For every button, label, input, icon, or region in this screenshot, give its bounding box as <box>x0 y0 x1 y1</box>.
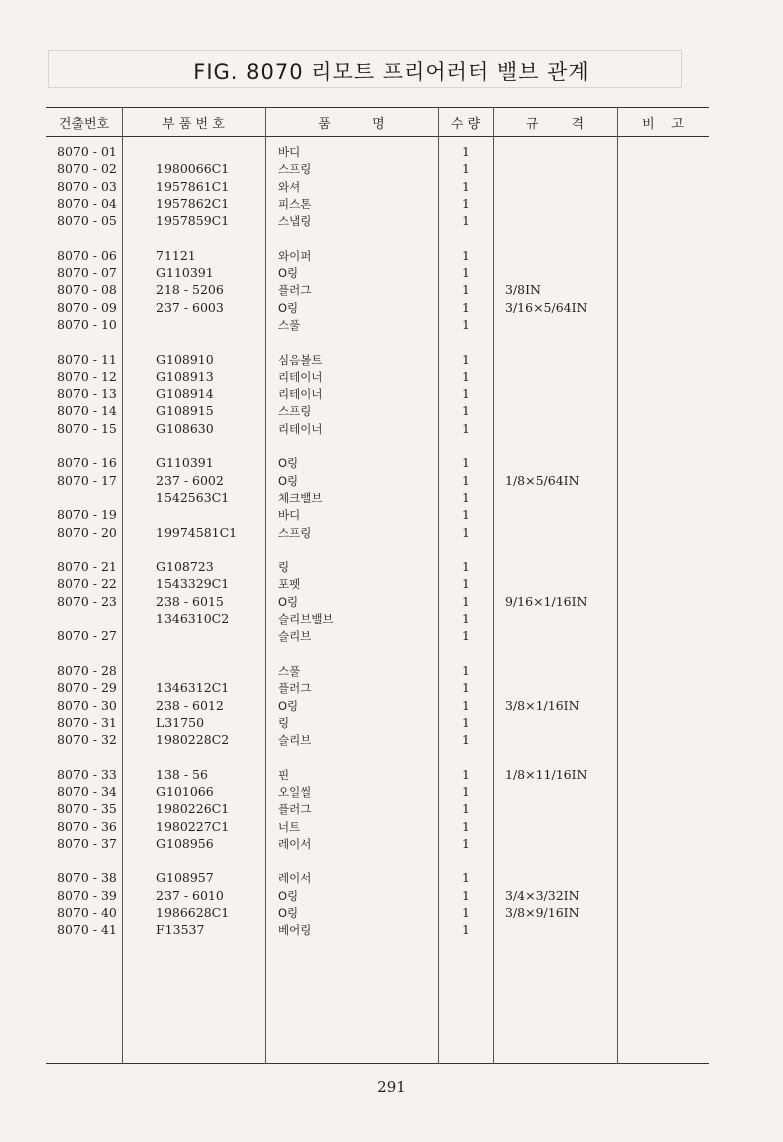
part-name: O링 <box>278 456 299 471</box>
part-name: 레이서 <box>278 871 312 886</box>
quantity: 1 <box>462 161 470 177</box>
part-number: G108956 <box>156 835 214 851</box>
part-index-no: 8070 - 15 <box>57 420 117 436</box>
quantity: 1 <box>462 732 470 748</box>
part-name: O링 <box>278 698 299 713</box>
part-name: 플러그 <box>278 802 312 817</box>
part-number: 71121 <box>156 247 196 263</box>
part-index-no: 8070 - 04 <box>57 195 117 211</box>
part-number: 1957861C1 <box>156 178 230 194</box>
part-index-no: 8070 - 30 <box>57 697 117 713</box>
part-name: 플러그 <box>278 283 312 298</box>
part-name: O링 <box>278 594 299 609</box>
quantity: 1 <box>462 351 470 367</box>
specification: 3/16×5/64IN <box>505 299 588 315</box>
part-index-no: 8070 - 10 <box>57 316 117 332</box>
part-name: O링 <box>278 266 299 281</box>
header-part-number: 부 품 번 호 <box>162 117 225 132</box>
part-index-no: 8070 - 23 <box>57 593 117 609</box>
part-index-no: 8070 - 34 <box>57 783 117 799</box>
quantity: 1 <box>462 386 470 402</box>
quantity: 1 <box>462 662 470 678</box>
part-name: 스프링 <box>278 404 312 419</box>
part-index-no: 8070 - 40 <box>57 905 117 921</box>
table-row <box>0 767 783 784</box>
row-spacer <box>0 646 783 663</box>
table-row <box>0 559 783 576</box>
part-name: 플러그 <box>278 681 312 696</box>
table-row <box>0 144 783 161</box>
table-row <box>0 819 783 836</box>
part-name: 너트 <box>278 819 301 834</box>
table-row <box>0 594 783 611</box>
part-index-no: 8070 - 13 <box>57 386 117 402</box>
part-index-no: 8070 - 35 <box>57 801 117 817</box>
table-row <box>0 611 783 628</box>
table-row <box>0 490 783 507</box>
table-row <box>0 455 783 472</box>
quantity: 1 <box>462 282 470 298</box>
part-number: 1980227C1 <box>156 818 230 834</box>
table-row <box>0 576 783 593</box>
part-number: 238 - 6015 <box>156 593 224 609</box>
row-spacer <box>0 438 783 455</box>
table-row <box>0 801 783 818</box>
part-index-no: 8070 - 22 <box>57 576 117 592</box>
header-bottom-rule <box>46 136 709 137</box>
part-name: 레이서 <box>278 836 312 851</box>
part-number: G101066 <box>156 783 214 799</box>
table-row <box>0 352 783 369</box>
part-name: O링 <box>278 300 299 315</box>
part-index-no: 8070 - 28 <box>57 662 117 678</box>
part-index-no: 8070 - 31 <box>57 714 117 730</box>
part-number: 1957859C1 <box>156 213 230 229</box>
part-name: 포펫 <box>278 577 301 592</box>
part-number: 1957862C1 <box>156 195 230 211</box>
part-index-no: 8070 - 07 <box>57 265 117 281</box>
part-index-no: 8070 - 12 <box>57 368 117 384</box>
part-index-no: 8070 - 05 <box>57 213 117 229</box>
table-row <box>0 369 783 386</box>
part-name: 스냅링 <box>278 214 312 229</box>
quantity: 1 <box>462 299 470 315</box>
quantity: 1 <box>462 213 470 229</box>
table-row <box>0 715 783 732</box>
part-name: 피스톤 <box>278 196 312 211</box>
part-index-no: 8070 - 21 <box>57 559 117 575</box>
table-row <box>0 680 783 697</box>
part-number: G108914 <box>156 386 214 402</box>
part-number: 1980066C1 <box>156 161 230 177</box>
part-index-no: 8070 - 08 <box>57 282 117 298</box>
part-name: 와셔 <box>278 179 301 194</box>
quantity: 1 <box>462 524 470 540</box>
part-number: G110391 <box>156 265 214 281</box>
quantity: 1 <box>462 455 470 471</box>
part-number: 1980226C1 <box>156 801 230 817</box>
specification: 1/8×11/16IN <box>505 766 588 782</box>
part-index-no: 8070 - 20 <box>57 524 117 540</box>
quantity: 1 <box>462 420 470 436</box>
part-number: 138 - 56 <box>156 766 208 782</box>
header-part-name: 품 명 <box>318 117 385 132</box>
part-number: F13537 <box>156 922 205 938</box>
row-spacer <box>0 334 783 351</box>
part-name: 링 <box>278 560 290 575</box>
quantity: 1 <box>462 818 470 834</box>
part-number: G108913 <box>156 368 214 384</box>
part-number: 238 - 6012 <box>156 697 224 713</box>
quantity: 1 <box>462 611 470 627</box>
table-row <box>0 905 783 922</box>
table-row <box>0 888 783 905</box>
header-no: 건출번호 <box>58 117 110 132</box>
part-index-no: 8070 - 29 <box>57 680 117 696</box>
table-row <box>0 473 783 490</box>
specification: 3/8×1/16IN <box>505 697 580 713</box>
quantity: 1 <box>462 870 470 886</box>
part-index-no: 8070 - 41 <box>57 922 117 938</box>
part-name: O링 <box>278 906 299 921</box>
quantity: 1 <box>462 887 470 903</box>
part-index-no: 8070 - 03 <box>57 178 117 194</box>
part-index-no: 8070 - 36 <box>57 818 117 834</box>
page-number: 291 <box>377 1078 406 1096</box>
table-row <box>0 698 783 715</box>
table-row <box>0 628 783 645</box>
part-name: 슬리브 <box>278 733 312 748</box>
part-name: 심음볼트 <box>278 352 323 367</box>
part-name: O링 <box>278 888 299 903</box>
part-number: G110391 <box>156 455 214 471</box>
part-number: G108723 <box>156 559 214 575</box>
part-name: 체크밸브 <box>278 490 323 505</box>
specification: 3/8×9/16IN <box>505 905 580 921</box>
part-name: 와이퍼 <box>278 248 312 263</box>
part-index-no: 8070 - 38 <box>57 870 117 886</box>
part-number: 1980228C2 <box>156 732 230 748</box>
part-name: 리테이너 <box>278 369 323 384</box>
quantity: 1 <box>462 835 470 851</box>
part-index-no: 8070 - 11 <box>57 351 117 367</box>
part-number: G108915 <box>156 403 214 419</box>
table-row <box>0 300 783 317</box>
part-name: 스풀 <box>278 663 301 678</box>
row-spacer <box>0 853 783 870</box>
header-quantity: 수 량 <box>450 117 481 132</box>
table-row <box>0 161 783 178</box>
quantity: 1 <box>462 783 470 799</box>
part-index-no: 8070 - 01 <box>57 144 117 159</box>
table-row <box>0 836 783 853</box>
part-index-no: 8070 - 33 <box>57 766 117 782</box>
quantity: 1 <box>462 559 470 575</box>
table-row <box>0 421 783 438</box>
part-index-no: 8070 - 16 <box>57 455 117 471</box>
quantity: 1 <box>462 144 470 159</box>
parts-table-body <box>0 144 783 940</box>
table-row <box>0 525 783 542</box>
table-row <box>0 663 783 680</box>
part-number: G108630 <box>156 420 214 436</box>
part-index-no: 8070 - 19 <box>57 507 117 523</box>
row-spacer <box>0 749 783 766</box>
quantity: 1 <box>462 905 470 921</box>
part-name: 슬리브밸브 <box>278 612 334 627</box>
part-index-no: 8070 - 27 <box>57 628 117 644</box>
part-index-no: 8070 - 39 <box>57 887 117 903</box>
table-row <box>0 732 783 749</box>
part-number: 237 - 6002 <box>156 472 224 488</box>
table-row <box>0 282 783 299</box>
part-name: 리테이너 <box>278 421 323 436</box>
part-name: 리테이너 <box>278 387 323 402</box>
row-spacer <box>0 542 783 559</box>
table-row <box>0 196 783 213</box>
row-spacer <box>0 230 783 247</box>
part-index-no: 8070 - 17 <box>57 472 117 488</box>
quantity: 1 <box>462 714 470 730</box>
part-name: 슬리브 <box>278 629 312 644</box>
table-row <box>0 403 783 420</box>
part-number: 218 - 5206 <box>156 282 224 298</box>
part-number: 1543329C1 <box>156 576 230 592</box>
table-bottom-rule <box>46 1063 709 1064</box>
quantity: 1 <box>462 628 470 644</box>
specification: 3/8IN <box>505 282 541 298</box>
header-spec: 규 격 <box>525 117 585 132</box>
table-row <box>0 922 783 939</box>
quantity: 1 <box>462 801 470 817</box>
part-name: 링 <box>278 715 290 730</box>
part-index-no: 8070 - 37 <box>57 835 117 851</box>
part-number: 237 - 6010 <box>156 887 224 903</box>
specification: 9/16×1/16IN <box>505 593 588 609</box>
table-row <box>0 507 783 524</box>
part-name: 오일씰 <box>278 784 312 799</box>
table-row <box>0 265 783 282</box>
part-name: 베어링 <box>278 923 312 938</box>
part-number: 1346312C1 <box>156 680 230 696</box>
quantity: 1 <box>462 472 470 488</box>
part-number: 1542563C1 <box>156 489 230 505</box>
part-number: 237 - 6003 <box>156 299 224 315</box>
part-index-no: 8070 - 32 <box>57 732 117 748</box>
quantity: 1 <box>462 316 470 332</box>
quantity: 1 <box>462 576 470 592</box>
quantity: 1 <box>462 507 470 523</box>
table-top-rule <box>46 107 709 108</box>
part-index-no: 8070 - 14 <box>57 403 117 419</box>
table-row <box>0 248 783 265</box>
table-row <box>0 870 783 887</box>
part-name: 핀 <box>278 767 290 782</box>
part-number: 1986628C1 <box>156 905 230 921</box>
table-row <box>0 213 783 230</box>
part-name: 스프링 <box>278 162 312 177</box>
quantity: 1 <box>462 247 470 263</box>
quantity: 1 <box>462 593 470 609</box>
part-number: 19974581C1 <box>156 524 238 540</box>
specification: 3/4×3/32IN <box>505 887 580 903</box>
table-row <box>0 386 783 403</box>
part-number: 1346310C2 <box>156 611 230 627</box>
quantity: 1 <box>462 178 470 194</box>
header-remark: 비 고 <box>642 117 684 132</box>
part-name: 바디 <box>278 145 301 159</box>
quantity: 1 <box>462 489 470 505</box>
table-row <box>0 179 783 196</box>
table-row <box>0 317 783 334</box>
quantity: 1 <box>462 403 470 419</box>
part-index-no: 8070 - 06 <box>57 247 117 263</box>
quantity: 1 <box>462 922 470 938</box>
quantity: 1 <box>462 368 470 384</box>
part-number: G108957 <box>156 870 214 886</box>
quantity: 1 <box>462 766 470 782</box>
quantity: 1 <box>462 680 470 696</box>
part-number: G108910 <box>156 351 214 367</box>
part-index-no: 8070 - 09 <box>57 299 117 315</box>
specification: 1/8×5/64IN <box>505 472 580 488</box>
quantity: 1 <box>462 195 470 211</box>
part-number: L31750 <box>156 714 205 730</box>
quantity: 1 <box>462 265 470 281</box>
table-row <box>0 784 783 801</box>
part-name: O링 <box>278 473 299 488</box>
part-index-no: 8070 - 02 <box>57 161 117 177</box>
page-title: FIG. 8070 리모트 프리어러터 밸브 관계 <box>193 60 590 84</box>
quantity: 1 <box>462 697 470 713</box>
part-name: 스풀 <box>278 317 301 332</box>
part-name: 스프링 <box>278 525 312 540</box>
part-name: 바디 <box>278 508 301 523</box>
